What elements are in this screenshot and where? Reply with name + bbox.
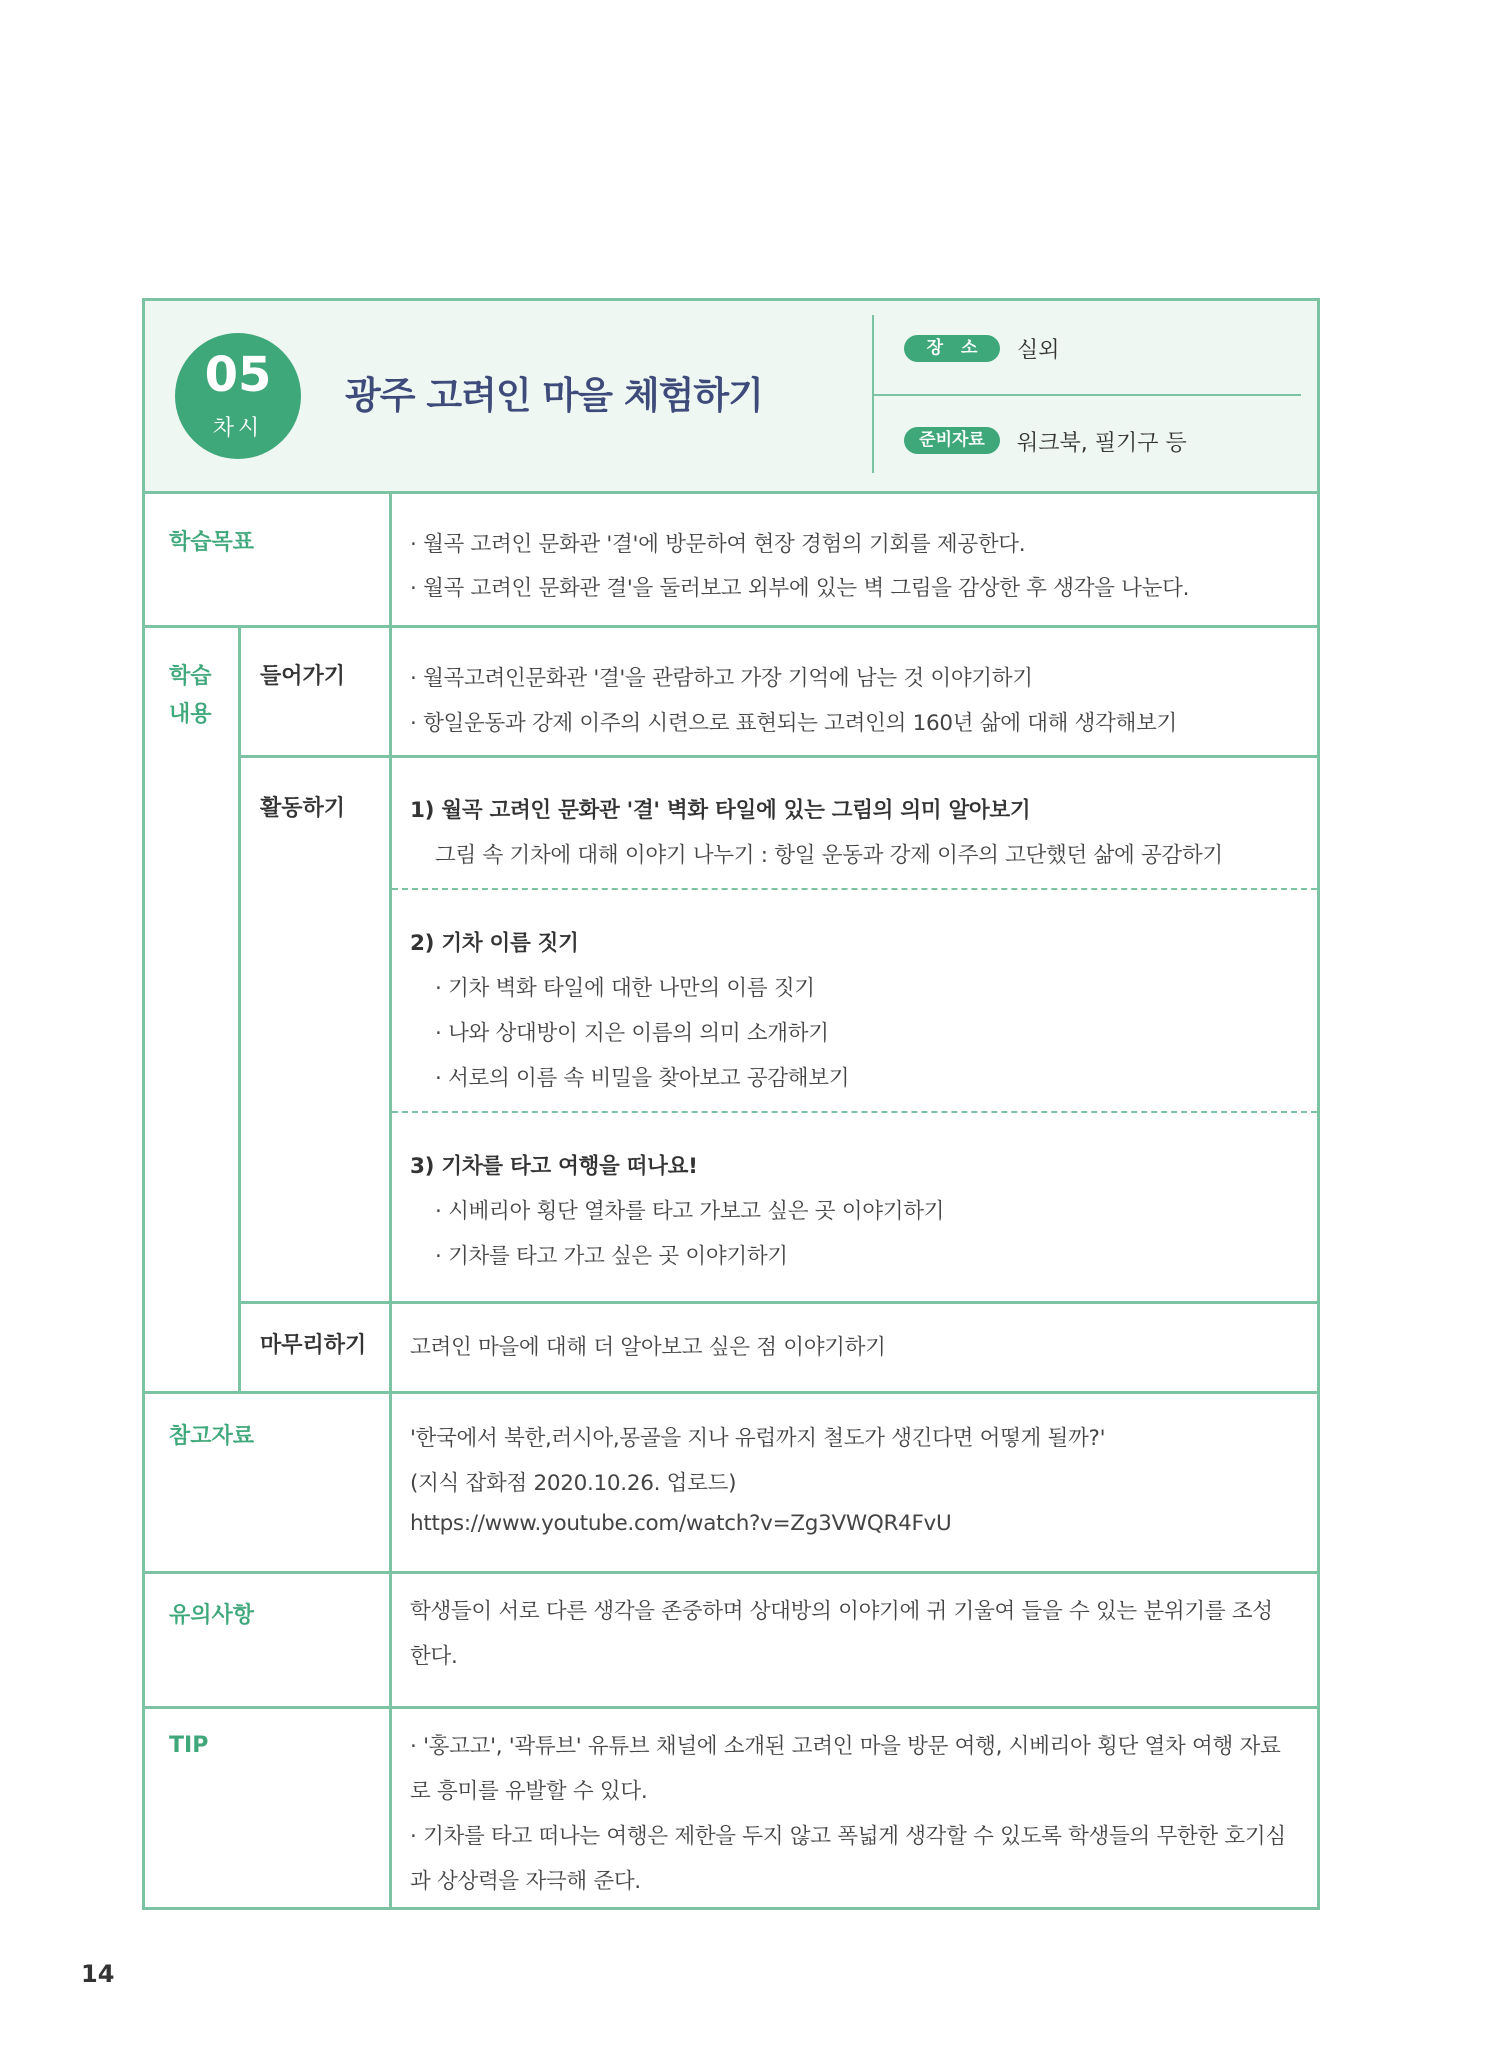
reference-link[interactable]: https://www.youtube.com/watch?v=Zg3VWQR4FvU: [410, 1511, 952, 1536]
objectives-label: 학습목표: [169, 530, 255, 555]
activity-1-desc: 그림 속 기차에 대해 이야기 나누기 : 항일 운동과 강제 이주의 고단했던 삶에 공감하기: [435, 843, 1223, 868]
activity-2-item: · 나와 상대방이 지은 이름의 의미 소개하기: [435, 1021, 829, 1046]
activity-2-item: · 기차 벽화 타일에 대한 나만의 이름 짓기: [435, 976, 815, 1001]
reference-line: (지식 잡화점 2020.10.26. 업로드): [410, 1471, 737, 1496]
lesson-number-badge: [175, 333, 301, 459]
place-value: 실외: [1017, 338, 1060, 363]
intro-item: · 항일운동과 강제 이주의 시련으로 표현되는 고려인의 160년 삶에 대해 생각해보기: [410, 711, 1178, 736]
tip-item: · 기차를 타고 떠나는 여행은 제한을 두지 않고 폭넓게 생각할 수 있도록 학생들의 무한한 호기심과 상상력을 자극해 준다.: [410, 1824, 1286, 1894]
lesson-unit: 차시: [212, 416, 264, 441]
reference-line: '한국에서 북한,러시아,몽골을 지나 유럽까지 철도가 생긴다면 어떻게 될까?': [410, 1426, 1106, 1451]
row-divider: [145, 1706, 1317, 1709]
tip-item: · '홍고고', '곽튜브' 유튜브 채널에 소개된 고려인 마을 방문 여행, 시베리아 횡단 열차 여행 자료로 흥미를 유발할 수 있다.: [410, 1734, 1281, 1804]
references-label: 참고자료: [169, 1424, 255, 1449]
row-divider: [145, 491, 1317, 494]
row-divider: [145, 1571, 1317, 1574]
row-divider: [145, 1391, 1317, 1394]
lesson-number: 05: [204, 347, 272, 403]
materials-value: 워크북, 필기구 등: [1017, 431, 1187, 456]
activity-3-item: · 시베리아 횡단 열차를 타고 가보고 싶은 곳 이야기하기: [435, 1199, 945, 1224]
column-divider: [389, 491, 392, 1907]
page-number: 14: [81, 1960, 115, 1988]
content-label: 내용: [169, 702, 212, 727]
cautions-text: 학생들이 서로 다른 생각을 존중하며 상대방의 이야기에 귀 기울여 들을 수 있는 분위기를 조성한다.: [410, 1599, 1273, 1669]
activity-2-title: 2) 기차 이름 짓기: [410, 931, 579, 956]
closing-label: 마무리하기: [260, 1333, 367, 1358]
place-pill: 장소: [904, 335, 1000, 362]
intro-item: · 월곡고려인문화관 '결'을 관람하고 가장 기억에 남는 것 이야기하기: [410, 666, 1033, 691]
activity-dash-divider: [392, 1111, 1317, 1113]
cautions-label: 유의사항: [169, 1603, 255, 1628]
intro-label: 들어가기: [260, 664, 346, 689]
activity-dash-divider: [392, 888, 1317, 890]
objective-item: · 월곡 고려인 문화관 결'을 둘러보고 외부에 있는 벽 그림을 감상한 후 생각을 나눈다.: [410, 576, 1190, 601]
materials-pill: 준비자료: [904, 427, 1000, 454]
activity-label: 활동하기: [260, 796, 346, 821]
row-divider: [392, 755, 1317, 758]
row-divider: [238, 1301, 1317, 1304]
activity-3-title: 3) 기차를 타고 여행을 떠나요!: [410, 1154, 698, 1179]
row-divider: [145, 625, 1317, 628]
objective-item: · 월곡 고려인 문화관 '결'에 방문하여 현장 경험의 기회를 제공한다.: [410, 532, 1026, 557]
column-divider: [238, 625, 241, 1391]
activity-2-item: · 서로의 이름 속 비밀을 찾아보고 공감해보기: [435, 1066, 850, 1091]
closing-text: 고려인 마을에 대해 더 알아보고 싶은 점 이야기하기: [410, 1335, 886, 1360]
activity-3-item: · 기차를 타고 가고 싶은 곳 이야기하기: [435, 1244, 788, 1269]
header-divider-horizontal: [874, 394, 1301, 396]
activity-1-title: 1) 월곡 고려인 문화관 '결' 벽화 타일에 있는 그림의 의미 알아보기: [410, 798, 1031, 823]
content-label: 학습: [169, 664, 212, 689]
lesson-title: 광주 고려인 마을 체험하기: [345, 374, 763, 417]
tip-label: TIP: [169, 1733, 209, 1758]
lesson-plan-table: [142, 298, 1320, 1910]
row-divider: [238, 755, 392, 758]
